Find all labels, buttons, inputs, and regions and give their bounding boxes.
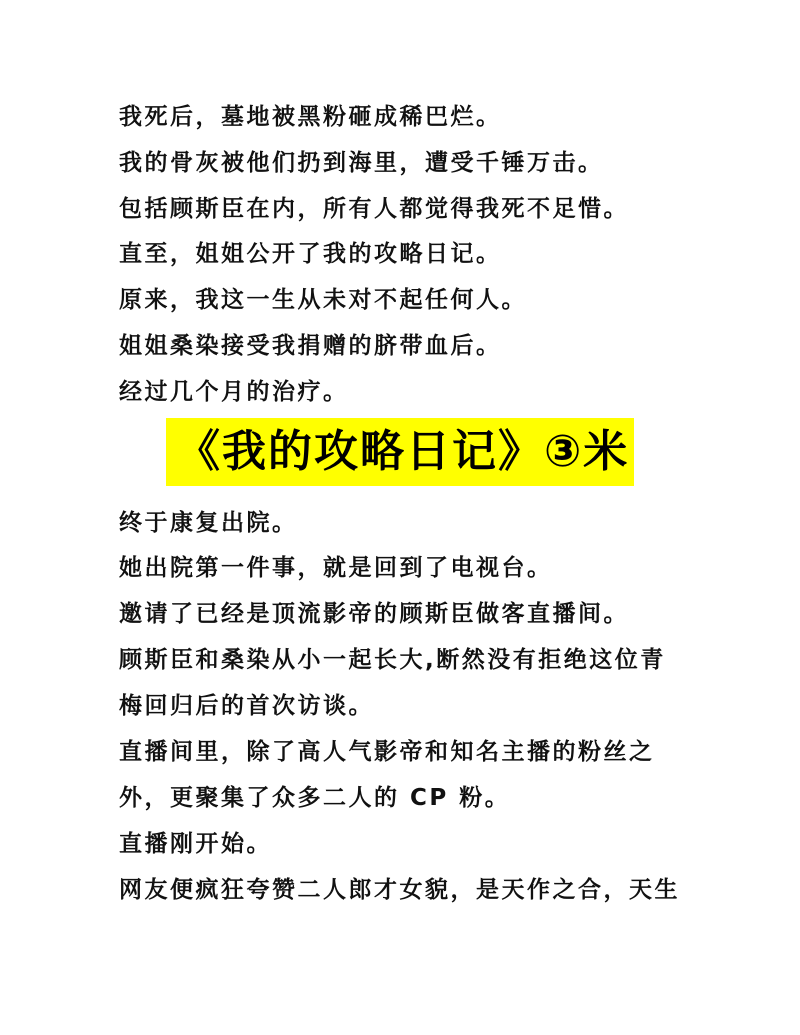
document-title: 《我的攻略日记》③米 (176, 426, 630, 477)
text-line-6: 姐姐桑染接受我捐赠的脐带血后。 (119, 333, 502, 359)
text-line-5: 原来，我这一生从未对不起任何人。 (119, 287, 527, 313)
text-line-16: 网友便疯狂夸赞二人郎才女貌，是天作之合，天生 (119, 877, 680, 903)
text-line-10: 邀请了已经是顶流影帝的顾斯臣做客直播间。 (119, 601, 629, 627)
text-line-14: 外，更聚集了众多二人的 CP 粉。 (119, 785, 511, 811)
text-line-2: 我的骨灰被他们扔到海里，遭受千锤万击。 (119, 150, 604, 176)
text-line-11: 顾斯臣和桑染从小一起长大,断然没有拒绝这位青 (119, 647, 666, 673)
text-line-13: 直播间里，除了高人气影帝和知名主播的粉丝之 (119, 739, 655, 765)
text-line-15: 直播刚开始。 (119, 831, 272, 857)
text-line-8: 终于康复出院。 (119, 510, 298, 536)
text-line-9: 她出院第一件事，就是回到了电视台。 (119, 555, 553, 581)
text-line-7: 经过几个月的治疗。 (119, 379, 349, 405)
text-line-4: 直至，姐姐公开了我的攻略日记。 (119, 241, 502, 267)
text-line-1: 我死后，墓地被黑粉砸成稀巴烂。 (119, 104, 502, 130)
text-line-12: 梅回归后的首次访谈。 (119, 693, 374, 719)
text-line-3: 包括顾斯臣在内，所有人都觉得我死不足惜。 (119, 196, 629, 222)
